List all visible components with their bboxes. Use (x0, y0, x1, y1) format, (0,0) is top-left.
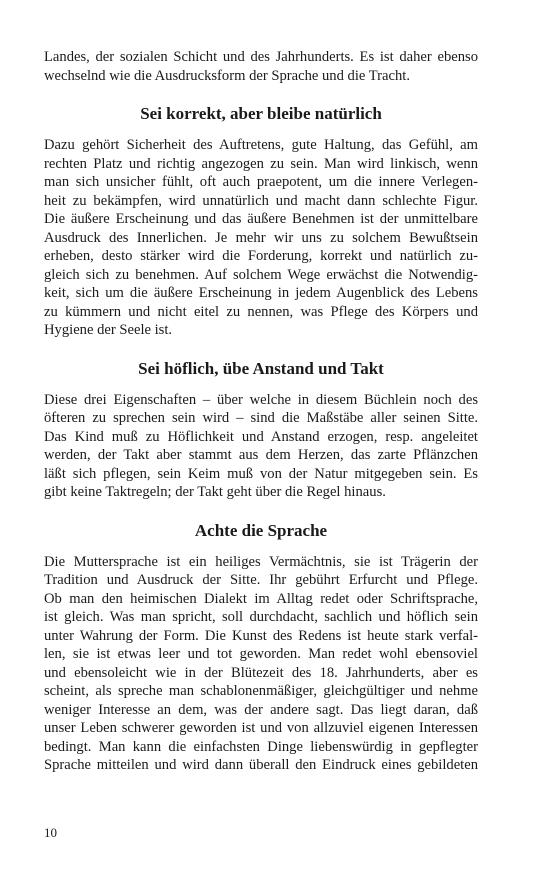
section-heading: Sei korrekt, aber bleibe natürlich (140, 104, 382, 123)
text-line: und ebensoleicht wie in der Blütezeit des 18. Jahrhunderts, aber es (44, 664, 478, 681)
text-line: Diese drei Eigenschaften – über welche in diesem Büchlein noch des (44, 391, 478, 408)
text-line: Die äußere Erscheinung und das äußere Benehmen ist der unmittelbare (44, 211, 478, 227)
text-line: zu kümmern und nicht eitel zu nennen, was Pflege des Körpers und (44, 303, 478, 320)
text-line: unser Leben schwerer geworden ist und von allzuviel eigenen Interessen (44, 720, 478, 736)
text-line: ist gleich. Was man spricht, soll durchdacht, sachlich und höflich sein (44, 609, 478, 625)
text-line: unter Wahrung der Form. Die Kunst des Redens ist heute stark verfal- (44, 627, 478, 644)
text-line: man sich unsicher fühlt, oft auch praepotent, um die innere Verlegen- (44, 174, 478, 190)
text-line: len, sie ist etwas leer und tot geworden. Man redet wohl ebensoviel (44, 646, 478, 662)
text-line: bedingt. Man kann die einfachsten Dinge liebenswürdig in gepflegter (44, 738, 478, 755)
text-line: Landes, der sozialen Schicht und des Jahrhunderts. Es ist daher ebenso (44, 49, 478, 65)
text-line: Hygiene der Seele ist. (44, 322, 173, 338)
text-line: wechselnd wie die Ausdrucksform der Sprache und die Tracht. (44, 67, 410, 84)
page-body (44, 48, 478, 775)
section-paragraph (44, 136, 478, 340)
section-paragraph (44, 391, 478, 502)
text-line: werden, der Takt aber stammt aus dem Herzen, das zarte Pflänzchen (44, 447, 478, 463)
text-line: Dazu gehört Sicherheit des Auftretens, gute Haltung, das Gefühl, am (44, 137, 478, 153)
text-line: heit zu bekämpfen, wird unnatürlich und macht dann schlechte Figur. (44, 192, 478, 209)
text-line: keit, sich um die äußere Erscheinung in jedem Augenblick des Lebens (44, 285, 478, 301)
text-line: öfteren zu sprechen sein wird – sind die Maßstäbe aller seinen Sitte. (44, 410, 478, 426)
text-line: erheben, desto stärker wird die Forderung, korrekt und natürlich zu- (44, 248, 478, 264)
text-line: weniger Interesse an dem, was der andere sagt. Das liegt daran, daß (44, 701, 478, 718)
page-number: 10 (44, 825, 57, 840)
intro-paragraph (44, 48, 478, 85)
text-line: gleich sich zu benehmen. Auf solchem Wege erwächst die Notwendig- (44, 266, 478, 283)
section-heading: Achte die Sprache (194, 520, 328, 540)
text-line: Tradition und Ausdruck der Sitte. Ihr gebührt Erfurcht und Pflege. (44, 572, 478, 588)
text-line: Ob man den heimischen Dialekt im Alltag redet oder Schriftsprache, (44, 590, 478, 607)
text-line: Das Kind muß zu Höflichkeit und Anstand erzogen, resp. angeleitet (44, 428, 478, 445)
text-line: Ausdruck des Innerlichen. Je mehr wir uns zu solchem Bewußtsein (44, 229, 478, 246)
text-line: läßt sich pflegen, sein Keim muß von der Natur mitgegeben sein. Es (44, 465, 478, 482)
section-heading: Sei höflich, übe Anstand und Takt (138, 358, 384, 378)
text-line: scheint, als spreche man schablonenmäßiger, gleichgültiger und nehme (44, 683, 478, 699)
text-line: Sprache mitteilen und wird dann überall den Eindruck eines gebildeten (44, 757, 478, 773)
text-line: rechten Platz und richtig angezogen zu sein. Man wird linkisch, wenn (44, 155, 478, 172)
section-paragraph (44, 553, 478, 775)
text-line: Die Muttersprache ist ein heiliges Vermächtnis, sie ist Trägerin der (44, 553, 478, 570)
text-line: gibt keine Taktregeln; der Takt geht über die Regel hinaus. (44, 484, 386, 500)
